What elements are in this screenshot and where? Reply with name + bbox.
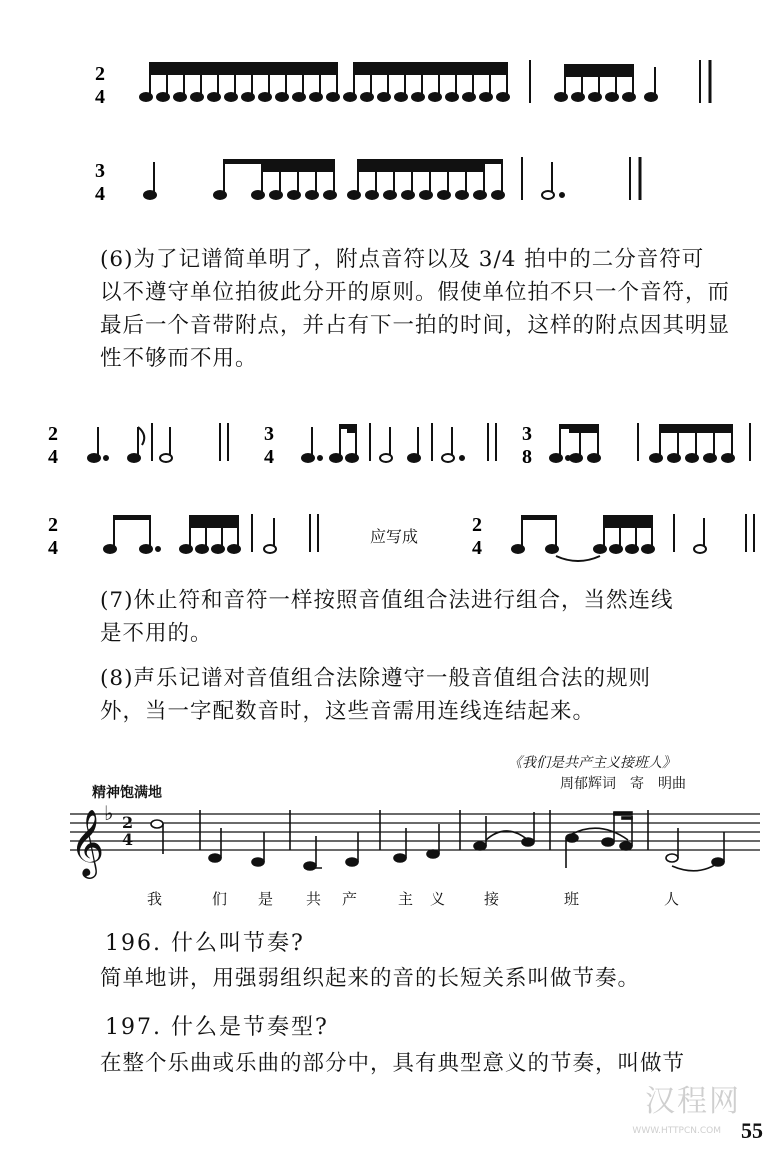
paragraph-8 [100, 662, 765, 728]
watermark-logo: 汉程网 [645, 1084, 741, 1119]
rhythm-example-2 [90, 152, 730, 212]
question-197-heading: 197. 什么是节奏型? [105, 1015, 329, 1040]
lyric-10: 人 [664, 890, 680, 908]
svg-text:♭: ♭ [104, 801, 114, 825]
tempo-marking: 精神饱满地 [92, 785, 162, 801]
paragraph-7 [100, 584, 765, 650]
svg-text:2: 2 [122, 813, 134, 832]
song-credits: 周郁辉词 寄 明曲 [560, 776, 686, 792]
song-title: 《我们是共产主义接班人》 [508, 755, 676, 771]
svg-text:3: 3 [95, 160, 105, 182]
rhythm-example-1 [90, 55, 730, 115]
question-197-answer-line: 在整个乐曲或乐曲的部分中，具有典型意义的节奏，叫做节 [100, 1051, 686, 1076]
svg-text:4: 4 [95, 183, 105, 205]
svg-text:2: 2 [48, 514, 58, 536]
svg-text:4: 4 [95, 86, 105, 108]
svg-text:3: 3 [522, 423, 532, 445]
svg-text:4: 4 [48, 537, 58, 559]
paragraph-6 [100, 243, 765, 375]
paragraph-6-line-4: 性不够而不用。 [100, 346, 258, 371]
svg-text:𝄞: 𝄞 [70, 808, 105, 876]
svg-text:2: 2 [472, 514, 482, 536]
paragraph-8-line-1: (8)声乐记谱对音值组合法除遵守一般音值组合法的规则 [100, 666, 651, 691]
watermark-url: WWW.HTTPCN.COM [632, 1126, 721, 1136]
question-196-answer-line: 简单地讲，用强弱组织起来的音的长短关系叫做节奏。 [100, 966, 641, 991]
lyric-6: 主 [398, 890, 414, 908]
lyric-7: 义 [430, 890, 446, 908]
svg-text:2: 2 [95, 63, 105, 85]
question-196-answer [100, 962, 765, 995]
paragraph-6-line-2: 以不遵守单位拍彼此分开的原则。假使单位拍不只一个音符，而 [100, 280, 731, 305]
should-write-as-label: 应写成 [370, 527, 419, 546]
lyric-5: 产 [342, 890, 358, 908]
paragraph-7-line-2: 是不用的。 [100, 621, 213, 646]
svg-text:4: 4 [48, 446, 58, 468]
svg-text:4: 4 [264, 446, 274, 468]
paragraph-7-line-1: (7)休止符和音符一样按照音值组合法进行组合，当然连线 [100, 588, 674, 613]
lyric-3: 是 [258, 890, 274, 908]
page-number: 55 [741, 1118, 763, 1143]
lyric-9: 班 [564, 890, 580, 908]
lyric-2: 们 [212, 890, 228, 908]
lyric-1: 我 [147, 890, 163, 908]
svg-text:2: 2 [48, 423, 58, 445]
paragraph-6-line-1: (6)为了记谱简单明了，附点音符以及 3/4 拍中的二分音符可 [100, 247, 705, 272]
song-staff [60, 800, 760, 880]
svg-text:4: 4 [122, 830, 134, 849]
svg-text:8: 8 [522, 446, 532, 468]
lyric-8: 接 [484, 890, 500, 908]
lyric-4: 共 [306, 890, 322, 908]
svg-text:3: 3 [264, 423, 274, 445]
svg-text:4: 4 [472, 537, 482, 559]
paragraph-6-line-3: 最后一个音带附点，并占有下一拍的时间，这样的附点因其明显 [100, 313, 731, 338]
paragraph-8-line-2: 外，当一字配数音时，这些音需用连线连结起来。 [100, 699, 596, 724]
question-196-heading: 196. 什么叫节奏? [105, 931, 305, 956]
rhythm-example-3 [40, 415, 760, 475]
